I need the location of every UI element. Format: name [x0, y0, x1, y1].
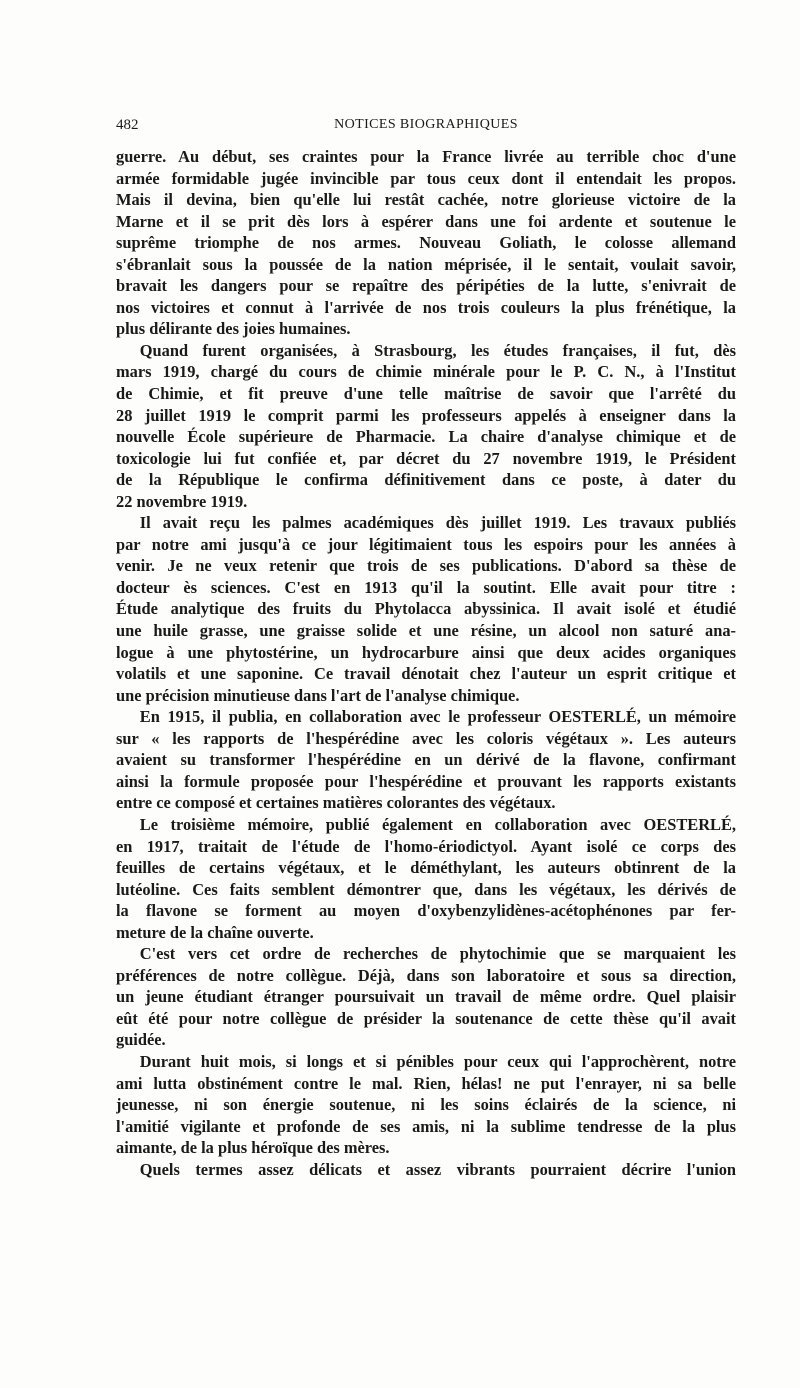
- paragraph: [116, 814, 736, 943]
- text-line: aimante, de la plus héroïque des mères.: [116, 1138, 390, 1158]
- paragraph: [116, 706, 736, 814]
- text-line: nouvelle École supérieure de Pharmacie. La chaire d'analyse chimique et de: [116, 427, 736, 447]
- text-line: guerre. Au début, ses craintes pour la France livrée au terrible choc d'une: [116, 147, 736, 166]
- text-line: jeunesse, ni son énergie soutenue, ni les soins éclairés de la science, ni: [116, 1095, 736, 1115]
- paragraph: [116, 1159, 736, 1181]
- paragraph: [116, 340, 736, 512]
- text-line: docteur ès sciences. C'est en 1913 qu'il la soutint. Elle avait pour titre :: [116, 577, 736, 597]
- paragraph: [116, 1051, 736, 1159]
- text-line: meture de la chaîne ouverte.: [116, 922, 314, 942]
- text-line: une précision minutieuse dans l'art de l'analyse chimique.: [116, 685, 520, 705]
- paragraph: [116, 146, 736, 340]
- text-line: en 1917, traitait de l'étude de l'homo-ériodictyol. Ayant isolé ce corps des: [116, 836, 736, 856]
- text-line: venir. Je ne veux retenir que trois de ses publications. D'abord sa thèse de: [116, 556, 736, 576]
- text-line: C'est vers cet ordre de recherches de phytochimie que se marquaient les: [139, 944, 736, 964]
- text-line: Durant huit mois, si longs et si pénibles pour ceux qui l'approchèrent, notre: [139, 1051, 736, 1071]
- text-line: par notre ami jusqu'à ce jour légitimaient tous les espoirs pour les années à: [116, 534, 736, 554]
- text-line: bravait les dangers pour se repaître des péripéties de la lutte, s'enivrait de: [116, 276, 736, 296]
- text-line: avaient su transformer l'hespérédine en un dérivé de la flavone, confirmant: [116, 750, 736, 770]
- text-line: de Chimie, et fit preuve d'une telle maîtrise de savoir que l'arrêté du: [116, 384, 736, 404]
- paragraph: [116, 943, 736, 1051]
- text-line: 22 novembre 1919.: [116, 491, 248, 511]
- text-line: s'ébranlait sous la poussée de la nation méprisée, il le sentait, voulait savoir,: [116, 254, 736, 274]
- text-line: Quels termes assez délicats et assez vibrants pourraient décrire l'union: [139, 1159, 736, 1179]
- text-line: eût été pour notre collègue de présider la soutenance de cette thèse qu'il avait: [116, 1008, 736, 1028]
- text-line: entre ce composé et certaines matières colorantes des végétaux.: [116, 793, 556, 813]
- text-line: 28 juillet 1919 le comprit parmi les professeurs appelés à enseigner dans la: [116, 405, 736, 425]
- text-line: lutéoline. Ces faits semblent démontrer que, dans les végétaux, les dérivés de: [116, 879, 736, 899]
- running-title: NOTICES BIOGRAPHIQUES: [334, 117, 518, 132]
- text-line: guidée.: [116, 1030, 166, 1050]
- text-line: ami lutta obstinément contre le mal. Rien, hélas! ne put l'enrayer, ni sa belle: [116, 1073, 736, 1093]
- text-line: toxicologie lui fut confiée et, par décret du 27 novembre 1919, le Président: [116, 448, 736, 468]
- text-line: suprême triomphe de nos armes. Nouveau Goliath, le colosse allemand: [116, 233, 736, 253]
- text-line: un jeune étudiant étranger poursuivait un travail de même ordre. Quel plaisir: [116, 987, 736, 1007]
- text-line: sur « les rapports de l'hespérédine avec les coloris végétaux ». Les auteurs: [116, 728, 736, 748]
- paragraph: [116, 512, 736, 706]
- page-header: [116, 114, 736, 136]
- text-line: Marne et il se prit dès lors à espérer dans une foi ardente et soutenue le: [116, 211, 736, 231]
- text-line: logue à une phytostérine, un hydrocarbure ainsi que deux acides organiques: [116, 642, 736, 662]
- text-line: de la République le confirma définitivement dans ce poste, à dater du: [116, 470, 736, 490]
- page-number: 482: [116, 117, 139, 133]
- text-line: préférences de notre collègue. Déjà, dans son laboratoire et sous sa direction,: [116, 965, 736, 985]
- text-line: Étude analytique des fruits du Phytolacca abyssinica. Il avait isolé et étudié: [116, 599, 736, 619]
- text-line: l'amitié vigilante et profonde de ses amis, ni la sublime tendresse de la plus: [116, 1116, 736, 1136]
- text-line: ainsi la formule proposée pour l'hespérédine et prouvant les rapports existants: [116, 771, 736, 791]
- text-line: Mais il devina, bien qu'elle lui restât cachée, notre glorieuse victoire de la: [116, 190, 736, 210]
- text-line: une huile grasse, une graisse solide et une résine, un alcool non saturé ana-: [116, 621, 736, 641]
- text-line: Quand furent organisées, à Strasbourg, les études françaises, il fut, dès: [139, 340, 736, 360]
- text-line: nos victoires et connut à l'arrivée de nos trois couleurs la plus frénétique, la: [116, 297, 736, 317]
- text-line: mars 1919, chargé du cours de chimie minérale pour le P. C. N., à l'Institut: [116, 362, 736, 382]
- text-line: feuilles de certains végétaux, et le déméthylant, les auteurs obtinrent de la: [116, 858, 736, 878]
- text-line: Il avait reçu les palmes académiques dès juillet 1919. Les travaux publiés: [139, 513, 736, 533]
- text-line: la flavone se forment au moyen d'oxybenzylidènes-acétophénones par fer-: [116, 901, 736, 921]
- text-line: armée formidable jugée invincible par tous ceux dont il entendait les propos.: [116, 168, 736, 188]
- body-text: [116, 146, 736, 1180]
- text-line: Le troisième mémoire, publié également en collaboration avec OESTERLÉ,: [139, 814, 736, 834]
- text-line: volatils et une saponine. Ce travail dénotait chez l'auteur un esprit critique et: [116, 664, 736, 684]
- text-line: En 1915, il publia, en collaboration avec le professeur OESTERLÉ, un mémoire: [139, 707, 736, 727]
- text-line: plus délirante des joies humaines.: [116, 319, 351, 339]
